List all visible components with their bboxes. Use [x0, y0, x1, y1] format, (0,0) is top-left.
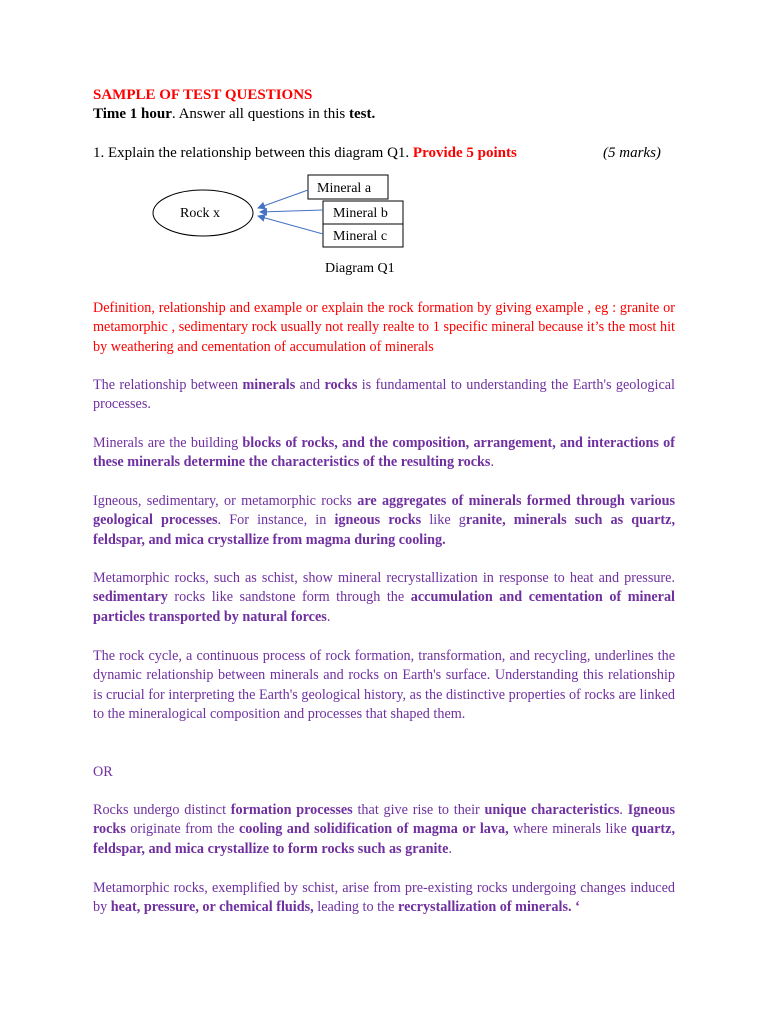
instruction-text: . Answer all questions in this [171, 106, 349, 122]
rock-x-label: Rock x [180, 206, 221, 221]
arrow-mineral-a [258, 190, 308, 208]
time-instruction [93, 106, 375, 123]
test-word: test. [348, 106, 376, 122]
time-label: Time 1 hour [93, 106, 172, 122]
document-title: SAMPLE OF TEST QUESTIONS [93, 87, 313, 103]
paragraph-1: The relationship between minerals and rocks is fundamental to understanding the Earth's geological processes. [93, 377, 675, 413]
arrow-mineral-c [258, 216, 323, 234]
arrow-mineral-b [260, 210, 323, 212]
paragraph-6: Rocks undergo distinct formation processes that give rise to their unique characteristics. Igneous rocks originate from the cooling and solidification of magma or lava, where minerals like quartz, feldspar, and mica crystallize to form rocks such as granite. [93, 802, 675, 857]
paragraph-7: Metamorphic rocks, exemplified by schist, arise from pre-existing rocks undergoing changes induced by heat, pressure, or chemical fluids, leading to the recrystallization of minerals. ‘ [93, 880, 675, 916]
diagram-q1 [150, 170, 410, 250]
paragraph-3: Igneous, sedimentary, or metamorphic rocks are aggregates of minerals formed through various geological processes. For instance, in igneous rocks like granite, minerals such as quartz, feldspar, and mica crystallize from magma during cooling. [93, 493, 676, 548]
mineral-c-label: Mineral c [333, 229, 388, 244]
question-1 [93, 145, 673, 162]
question-1-highlight: Provide 5 points [412, 145, 517, 161]
question-1-text: 1. Explain the relationship between this diagram Q1. [93, 145, 413, 161]
paragraph-4: Metamorphic rocks, such as schist, show mineral recrystallization in response to heat and pressure. sedimentary rocks like sandstone form through the accumulation and cementation of mineral particles transported by natural forces. [93, 570, 675, 625]
or-separator: OR [93, 764, 113, 780]
diagram-caption: Diagram Q1 [325, 261, 395, 276]
paragraph-2: Minerals are the building blocks of rocks, and the composition, arrangement, and interactions of these minerals determine the characteristics of the resulting rocks. [93, 435, 675, 471]
paragraph-5: The rock cycle, a continuous process of rock formation, transformation, and recycling, underlines the dynamic relationship between minerals and rocks on Earth's surface. Understanding this relationship is crucial for interpreting the Earth's geological history, as the distinctive properties of rocks are linked to the mineralogical composition and processes that shaped them. [93, 648, 675, 722]
mineral-a-label: Mineral a [317, 181, 372, 196]
answer-note: Definition, relationship and example or explain the rock formation by giving example , eg : granite or metamorphic , sedimentary rock usually not really realte to 1 specific mineral because it’s the most hit by weathering and cementation of accumulation of minerals [93, 300, 675, 355]
question-1-marks: (5 marks) [603, 145, 661, 161]
mineral-b-label: Mineral b [333, 206, 388, 221]
